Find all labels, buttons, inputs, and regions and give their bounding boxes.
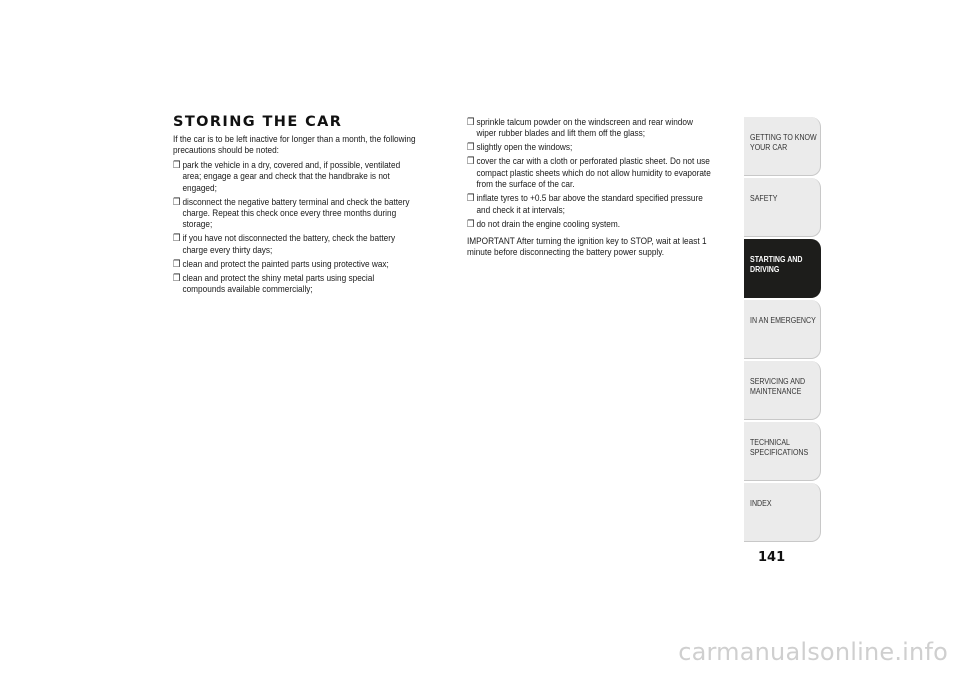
right-bullet-list bbox=[467, 117, 711, 230]
intro-paragraph: If the car is to be left inactive for longer than a month, the following precautions should be noted: bbox=[173, 134, 416, 157]
important-note: IMPORTANT After turning the ignition key to STOP, wait at least 1 minute before disconnecting the battery power supply. bbox=[467, 236, 707, 259]
checkbox-bullet-icon: ❒ bbox=[467, 156, 475, 168]
list-item-text: disconnect the negative battery terminal and check the battery charge. Repeat this check once every three months during storage; bbox=[182, 196, 410, 231]
list-item bbox=[467, 117, 711, 140]
list-item-text: do not drain the engine cooling system. bbox=[476, 218, 621, 230]
list-item-text: inflate tyres to +0.5 bar above the standard specified pressure and check it at intervals; bbox=[476, 193, 703, 216]
list-item bbox=[467, 142, 711, 153]
right-column bbox=[467, 117, 711, 262]
tab-in-an-emergency[interactable] bbox=[744, 300, 821, 359]
checkbox-bullet-icon: ❒ bbox=[173, 196, 181, 208]
tab-label: IN AN EMERGENCY bbox=[750, 315, 816, 325]
list-item-text: if you have not disconnected the battery, check the battery charge every thirty days; bbox=[182, 233, 396, 256]
tab-label: TECHNICAL SPECIFICATIONS bbox=[750, 437, 809, 457]
left-column bbox=[173, 134, 417, 298]
list-item-text: clean and protect the shiny metal parts using special compounds available commercially; bbox=[182, 272, 375, 296]
chapter-tabs bbox=[744, 117, 821, 544]
checkbox-bullet-icon: ❒ bbox=[467, 117, 475, 128]
tab-safety[interactable] bbox=[744, 178, 821, 237]
list-item bbox=[173, 197, 417, 231]
checkbox-bullet-icon: ❒ bbox=[173, 272, 181, 284]
tab-label: STARTING AND DRIVING bbox=[750, 254, 803, 274]
checkbox-bullet-icon: ❒ bbox=[173, 233, 181, 245]
list-item-text: sprinkle talcum powder on the windscreen and rear window wiper rubber blades and lift them off the glass; bbox=[476, 117, 693, 140]
left-bullet-list bbox=[173, 160, 417, 296]
checkbox-bullet-icon: ❒ bbox=[467, 142, 475, 154]
list-item bbox=[173, 273, 417, 296]
tab-getting-to-know-your-car[interactable] bbox=[744, 117, 821, 176]
tab-label: INDEX bbox=[750, 498, 772, 508]
list-item-text: cover the car with a cloth or perforated plastic sheet. Do not use compact plastic sheets which do not allow humidity to evaporate from the surface of the car. bbox=[476, 156, 711, 191]
list-item bbox=[173, 259, 417, 270]
tab-technical-specifications[interactable] bbox=[744, 422, 821, 481]
watermark: carmanualsonline.info bbox=[678, 638, 948, 666]
checkbox-bullet-icon: ❒ bbox=[173, 258, 181, 270]
list-item bbox=[173, 160, 417, 194]
tab-index[interactable] bbox=[744, 483, 821, 542]
page-number: 141 bbox=[758, 550, 786, 565]
tab-label: SERVICING AND MAINTENANCE bbox=[750, 376, 806, 396]
page-title: STORING THE CAR bbox=[173, 114, 343, 130]
list-item-text: clean and protect the painted parts using protective wax; bbox=[182, 258, 389, 270]
list-item bbox=[173, 233, 417, 256]
list-item bbox=[467, 193, 711, 216]
checkbox-bullet-icon: ❒ bbox=[467, 193, 475, 205]
tab-starting-and-driving[interactable] bbox=[744, 239, 821, 298]
tab-label: GETTING TO KNOW YOUR CAR bbox=[750, 132, 817, 152]
tab-servicing-and-maintenance[interactable] bbox=[744, 361, 821, 420]
list-item-text: slightly open the windows; bbox=[476, 142, 573, 154]
list-item bbox=[467, 219, 711, 230]
list-item bbox=[467, 156, 711, 190]
tab-label: SAFETY bbox=[750, 193, 778, 203]
checkbox-bullet-icon: ❒ bbox=[467, 218, 475, 230]
checkbox-bullet-icon: ❒ bbox=[173, 159, 181, 171]
list-item-text: park the vehicle in a dry, covered and, if possible, ventilated area; engage a gear and check that the handbrake is not engaged; bbox=[182, 159, 401, 194]
